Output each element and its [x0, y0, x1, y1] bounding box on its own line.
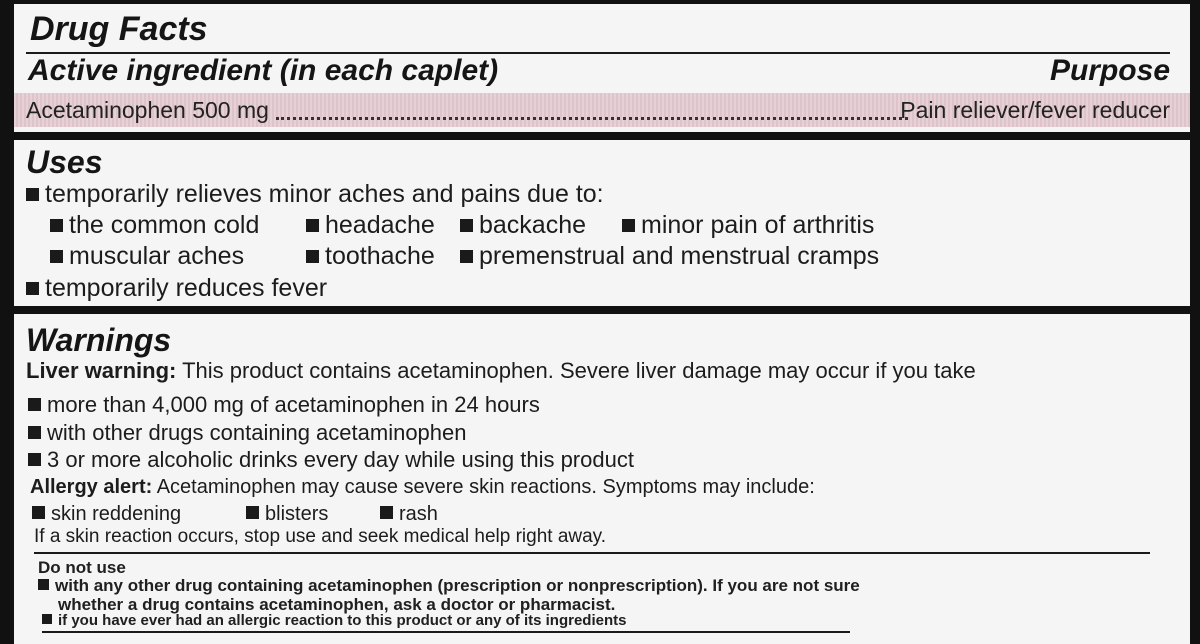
uses-panel: [14, 140, 1190, 306]
bullet-square-icon: [28, 453, 41, 466]
bullet-square-icon: [50, 219, 63, 232]
liver-warning-label: Liver warning:: [26, 358, 177, 383]
bullet-square-icon: [28, 398, 41, 411]
liver-item: more than 4,000 mg of acetaminophen in 24 hours: [28, 392, 540, 418]
uses-item-aches: temporarily relieves minor aches and pains due to:: [26, 180, 604, 209]
do-not-use-title: Do not use: [38, 558, 126, 577]
bullet-square-icon: [380, 506, 393, 519]
allergy-item: rash: [380, 503, 438, 526]
skin-reaction-note: If a skin reaction occurs, stop use and seek medical help right away.: [34, 526, 607, 547]
allergy-alert-label: Allergy alert:: [30, 476, 153, 498]
allergy-item: skin reddening: [32, 503, 181, 526]
bullet-square-icon: [28, 426, 41, 439]
uses-item-fever: temporarily reduces fever: [26, 274, 327, 303]
bullet-square-icon: [26, 282, 39, 295]
uses-sub-item: the common cold: [50, 211, 259, 240]
allergy-item: blisters: [246, 503, 328, 526]
uses-sub-item: muscular aches: [50, 242, 244, 271]
active-ingredient-heading: Active ingredient (in each caplet): [28, 54, 499, 87]
bullet-square-icon: [306, 219, 319, 232]
uses-sub-item: minor pain of arthritis: [622, 211, 874, 240]
uses-title: Uses: [26, 144, 103, 180]
uses-sub-item: backache: [460, 211, 586, 240]
bullet-square-icon: [38, 579, 49, 590]
uses-sub-item: toothache: [306, 242, 435, 271]
uses-sub-item: premenstrual and menstrual cramps: [460, 242, 879, 271]
do-not-use-item: if you have ever had an allergic reaction to this product or any of its ingredients: [42, 612, 626, 629]
liver-item: with other drugs containing acetaminophen: [28, 420, 467, 446]
uses-sub-item: headache: [306, 211, 435, 240]
do-not-use-divider: [34, 552, 1150, 554]
bullet-square-icon: [32, 506, 45, 519]
bullet-square-icon: [306, 250, 319, 263]
purpose-heading: Purpose: [1049, 54, 1170, 87]
ingredient-purpose: Pain reliever/fever reducer: [900, 97, 1170, 123]
drug-facts-title: Drug Facts: [30, 10, 208, 48]
bullet-square-icon: [26, 188, 39, 201]
bullet-square-icon: [460, 219, 473, 232]
bullet-square-icon: [622, 219, 635, 232]
liver-item: 3 or more alcoholic drinks every day while using this product: [28, 447, 634, 473]
allergy-alert: Allergy alert: Acetaminophen may cause severe skin reactions. Symptoms may include:: [30, 476, 815, 498]
ingredient-dot-leader: [276, 117, 908, 120]
bottom-divider: [42, 631, 850, 633]
bullet-square-icon: [460, 250, 473, 263]
bullet-square-icon: [50, 250, 63, 263]
drug-facts-header-panel: [14, 4, 1190, 132]
bullet-square-icon: [42, 614, 52, 624]
ingredient-name: Acetaminophen 500 mg: [26, 97, 269, 123]
warnings-title: Warnings: [26, 322, 172, 358]
do-not-use-item: with any other drug containing acetaminophen (prescription or nonprescription). If you are not sure: [38, 576, 860, 596]
warnings-panel: [14, 314, 1190, 644]
liver-warning: Liver warning: This product contains acetaminophen. Severe liver damage may occur if you take: [26, 358, 976, 383]
do-not-use-item-cont: whether a drug contains acetaminophen, ask a doctor or pharmacist.: [58, 595, 616, 614]
bullet-square-icon: [246, 506, 259, 519]
